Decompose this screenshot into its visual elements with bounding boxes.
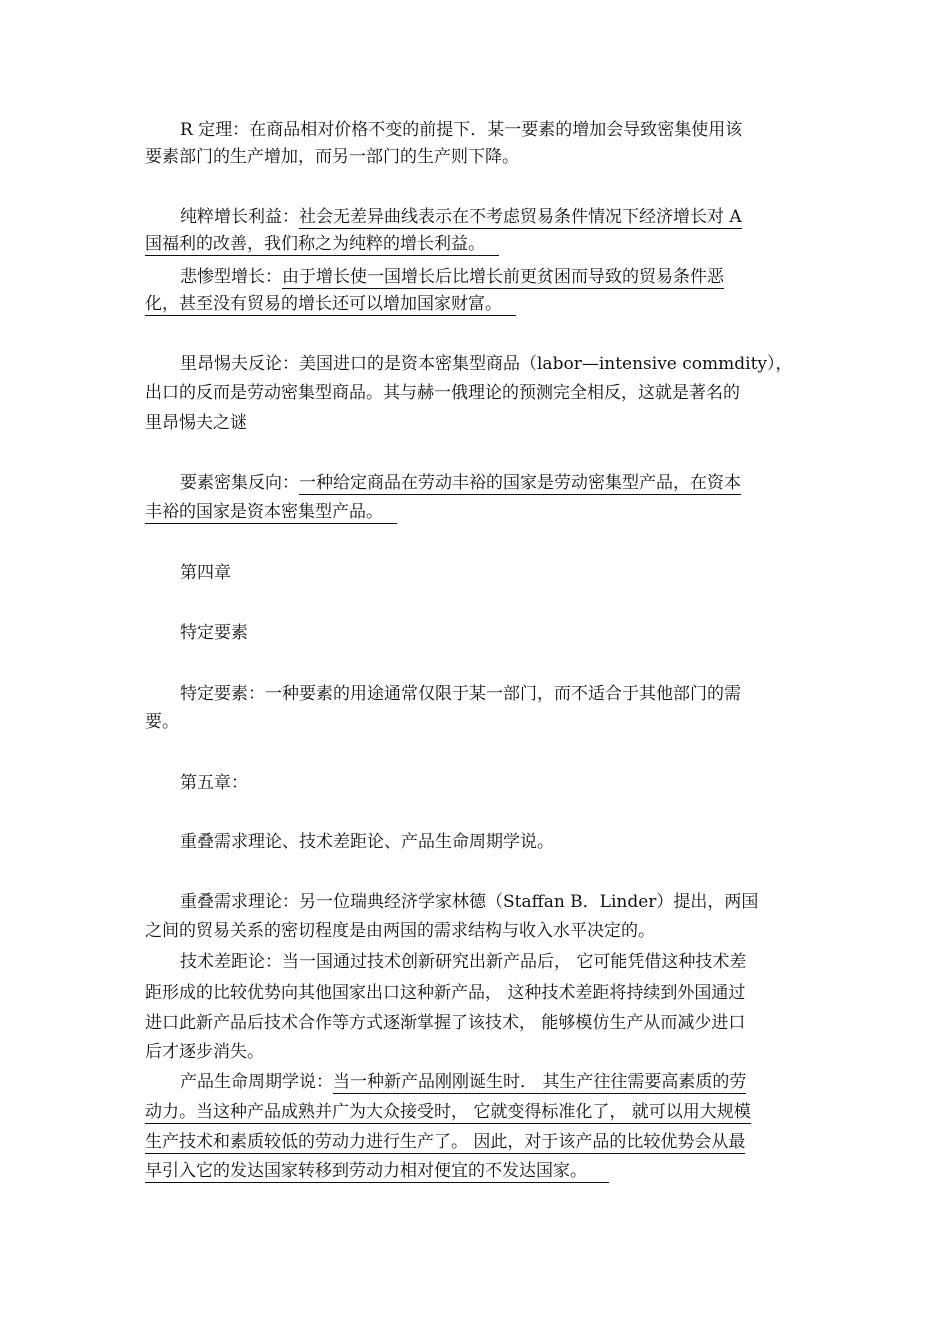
specific-factors-heading: 特定要素 (180, 623, 248, 643)
paragraph-technology-gap-line-3: 进口此新产品后技术合作等方式逐渐掌握了该技术， 能够模仿生产从而减少进口 (145, 1013, 746, 1033)
definition-immiserizing-growth-part-2: 化，甚至没有贸易的增长还可以增加国家财富。 (145, 294, 516, 316)
definition-pure-growth-part-1: 社会无差异曲线表示在不考虑贸易条件情况下经济增长对 A (299, 207, 742, 227)
paragraph-pure-growth-line-2 (145, 233, 499, 255)
paragraph-product-life-cycle-line-3 (145, 1131, 745, 1153)
paragraph-technology-gap-line-2: 距形成的比较优势向其他国家出口这种新产品， 这种技术差距将持续到外国通过 (145, 983, 746, 1003)
paragraph-specific-factors-line-2: 要。 (145, 712, 179, 732)
paragraph-factor-reversal-line-1 (180, 472, 741, 494)
paragraph-overlapping-demand-line-1: 重叠需求理论：另一位瑞典经济学家林德（Staffan B．Linder）提出，两国 (180, 892, 759, 912)
paragraph-leontief-line-1: 里昂惕夫反论：美国进口的是资本密集型商品（labor—intensive commdity）， (180, 354, 793, 374)
definition-immiserizing-growth-part-1: 由于增长使一国增长后比增长前更贫困而导致的贸易条件恶 (282, 267, 724, 287)
paragraph-technology-gap-line-4: 后才逐步消失。 (145, 1042, 264, 1062)
term-factor-reversal: 要素密集反向： (180, 473, 299, 493)
paragraph-r-theorem-line-2: 要素部门的生产增加，而另一部门的生产则下降。 (145, 147, 519, 167)
definition-factor-reversal-part-2: 丰裕的国家是资本密集型产品。 (145, 502, 397, 524)
chapter-five-heading: 第五章： (180, 773, 248, 793)
definition-pure-growth-part-2: 国福利的改善，我们称之为纯粹的增长利益。 (145, 234, 499, 256)
paragraph-factor-reversal-line-2 (145, 501, 397, 523)
paragraph-immiserizing-growth-line-1 (180, 266, 724, 288)
paragraph-pure-growth-line-1 (180, 206, 742, 228)
definition-factor-reversal-part-1: 一种给定商品在劳动丰裕的国家是劳动密集型产品，在资本 (299, 473, 741, 493)
paragraph-specific-factors-line-1: 特定要素：一种要素的用途通常仅限于某一部门，而不适合于其他部门的需 (180, 684, 741, 704)
paragraph-product-life-cycle-line-1 (180, 1071, 746, 1093)
term-immiserizing-growth: 悲惨型增长： (180, 267, 282, 287)
definition-product-life-cycle-part-4: 早引入它的发达国家转移到劳动力相对便宜的不发达国家。 (145, 1161, 609, 1183)
term-product-life-cycle: 产品生命周期学说： (180, 1072, 333, 1092)
paragraph-leontief-line-2: 出口的反而是劳动密集型商品。其与赫一俄理论的预测完全相反，这就是著名的 (145, 383, 740, 403)
paragraph-overlapping-demand-line-2: 之间的贸易关系的密切程度是由两国的需求结构与收入水平决定的。 (145, 921, 655, 941)
chapter-four-heading: 第四章 (180, 563, 231, 583)
paragraph-immiserizing-growth-line-2 (145, 293, 516, 315)
definition-product-life-cycle-part-2: 动力。当这种产品成熟并广为大众接受时， 它就变得标准化了， 就可以用大规模 (145, 1102, 751, 1122)
term-pure-growth: 纯粹增长利益： (180, 207, 299, 227)
paragraph-r-theorem-line-1: R 定理：在商品相对价格不变的前提下．某一要素的增加会导致密集使用该 (180, 120, 743, 140)
definition-product-life-cycle-part-3: 生产技术和素质较低的劳动力进行生产了。 因此，对于该产品的比较优势会从最 (145, 1132, 746, 1152)
definition-product-life-cycle-part-1: 当一种新产品刚刚诞生时． 其生产往往需要高素质的劳 (333, 1072, 747, 1092)
theories-heading: 重叠需求理论、技术差距论、产品生命周期学说。 (180, 832, 554, 852)
paragraph-leontief-line-3: 里昂惕夫之谜 (145, 413, 247, 433)
paragraph-technology-gap-line-1: 技术差距论：当一国通过技术创新研究出新产品后， 它可能凭借这种技术差 (180, 952, 747, 972)
paragraph-product-life-cycle-line-4 (145, 1160, 609, 1182)
paragraph-product-life-cycle-line-2 (145, 1101, 751, 1123)
